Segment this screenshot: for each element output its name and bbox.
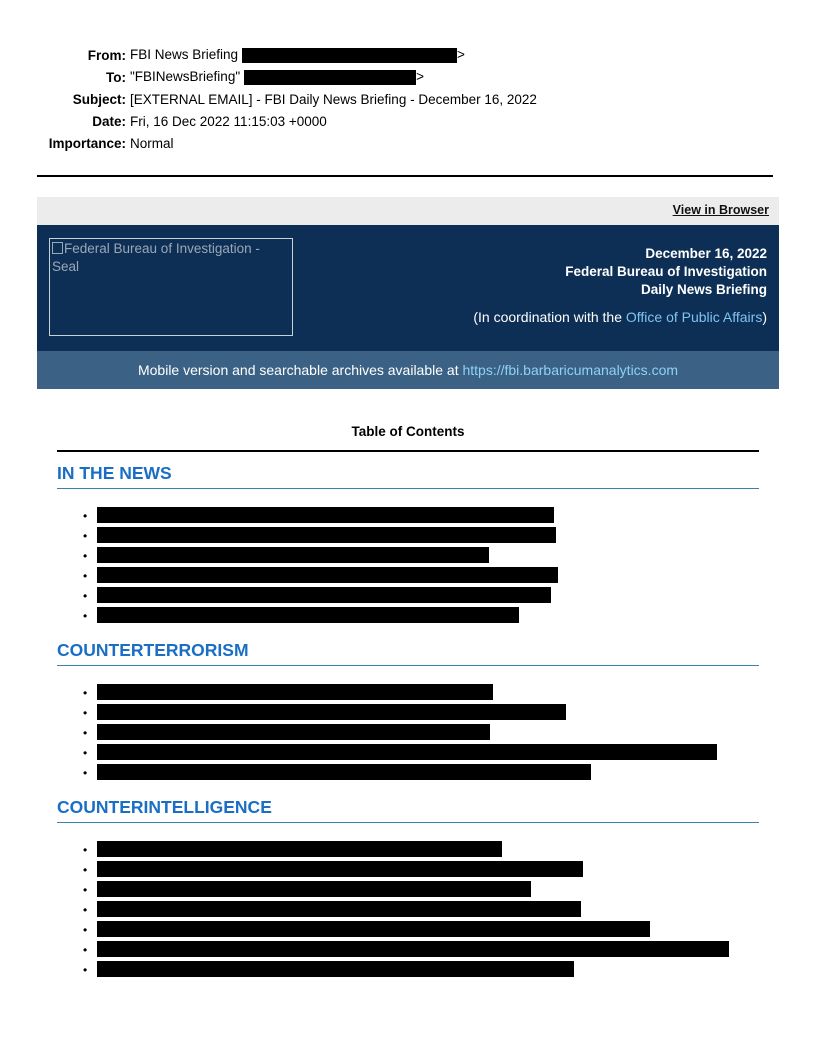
banner-date: December 16, 2022 <box>645 246 767 261</box>
importance-value: Normal <box>130 135 174 151</box>
subject-label: Subject: <box>72 91 126 107</box>
list-item[interactable] <box>57 762 759 782</box>
redaction-block <box>97 841 502 857</box>
bullet-icon: • <box>83 923 88 937</box>
redaction-block <box>97 527 556 543</box>
list-item[interactable] <box>57 682 759 702</box>
section-divider <box>57 488 759 489</box>
bullet-icon: • <box>83 883 88 897</box>
redaction-block <box>97 961 574 977</box>
to-label: To: <box>106 69 126 85</box>
office-public-affairs-link[interactable]: Office of Public Affairs <box>625 309 763 325</box>
bullet-icon: • <box>83 843 88 857</box>
redaction-block <box>97 764 591 780</box>
list-item[interactable] <box>57 959 759 979</box>
bullet-icon: • <box>83 529 88 543</box>
list-item[interactable] <box>57 919 759 939</box>
list-item[interactable] <box>57 742 759 762</box>
broken-image-icon <box>52 242 63 254</box>
bullet-icon: • <box>83 726 88 740</box>
section-item-list <box>57 505 759 625</box>
subject-value: [EXTERNAL EMAIL] - FBI Daily News Briefing - December 16, 2022 <box>130 91 537 107</box>
date-label: Date: <box>92 113 126 129</box>
redaction-block <box>244 70 416 85</box>
bullet-icon: • <box>83 903 88 917</box>
subject-row <box>0 88 816 110</box>
toc-title: Table of Contents <box>351 424 465 439</box>
list-item[interactable] <box>57 939 759 959</box>
redaction-block <box>97 724 490 740</box>
list-item[interactable] <box>57 702 759 722</box>
section-item-list <box>57 682 759 782</box>
banner-title: Daily News Briefing <box>640 282 767 297</box>
bullet-icon: • <box>83 609 88 623</box>
seal-alt-text: Federal Bureau of Investigation - Seal <box>52 241 260 274</box>
bullet-icon: • <box>83 766 88 780</box>
importance-row <box>0 132 816 154</box>
view-browser-bar <box>37 197 779 225</box>
list-item[interactable] <box>57 585 759 605</box>
from-suffix: > <box>457 47 465 63</box>
email-header <box>0 44 816 154</box>
list-item[interactable] <box>57 839 759 859</box>
redaction-block <box>97 941 729 957</box>
list-item[interactable] <box>57 505 759 525</box>
bullet-icon: • <box>83 963 88 977</box>
redaction-block <box>97 921 650 937</box>
mobile-archive-text: Mobile version and searchable archives available at <box>137 362 463 378</box>
bullet-icon: • <box>83 746 88 760</box>
section-title: IN THE NEWS <box>57 463 172 483</box>
section-counterterrorism <box>57 636 759 782</box>
section-divider <box>57 822 759 823</box>
redaction-block <box>97 587 551 603</box>
importance-label: Importance: <box>48 135 126 151</box>
coordination-line: (In coordination with the Office of Public Affairs) <box>473 309 767 325</box>
bullet-icon: • <box>83 943 88 957</box>
list-item[interactable] <box>57 605 759 625</box>
seal-image-placeholder <box>49 238 293 336</box>
toc-divider <box>57 450 759 452</box>
bullet-icon: • <box>83 589 88 603</box>
section-counterintelligence <box>57 793 759 979</box>
redaction-block <box>97 567 558 583</box>
bullet-icon: • <box>83 863 88 877</box>
to-value: "FBINewsBriefing" <box>130 69 241 85</box>
banner-title-block <box>565 245 767 299</box>
archive-link[interactable]: https://fbi.barbaricumanalytics.com <box>462 362 679 378</box>
redaction-block <box>242 48 457 63</box>
redaction-block <box>97 861 583 877</box>
redaction-block <box>97 547 489 563</box>
list-item[interactable] <box>57 525 759 545</box>
section-item-list <box>57 839 759 979</box>
redaction-block <box>97 507 554 523</box>
list-item[interactable] <box>57 859 759 879</box>
bullet-icon: • <box>83 569 88 583</box>
date-value: Fri, 16 Dec 2022 11:15:03 +0000 <box>130 113 327 129</box>
mobile-archive-bar <box>37 351 779 389</box>
section-title: COUNTERTERRORISM <box>57 640 249 660</box>
from-row <box>0 44 816 66</box>
bullet-icon: • <box>83 686 88 700</box>
bullet-icon: • <box>83 509 88 523</box>
redaction-block <box>97 684 493 700</box>
list-item[interactable] <box>57 545 759 565</box>
section-in-the-news <box>57 459 759 625</box>
to-row <box>0 66 816 88</box>
header-divider <box>37 175 773 177</box>
banner-agency: Federal Bureau of Investigation <box>565 264 767 279</box>
bullet-icon: • <box>83 706 88 720</box>
view-in-browser-link[interactable]: View in Browser <box>672 203 769 217</box>
redaction-block <box>97 744 717 760</box>
list-item[interactable] <box>57 722 759 742</box>
bullet-icon: • <box>83 549 88 563</box>
redaction-block <box>97 881 531 897</box>
date-row <box>0 110 816 132</box>
section-divider <box>57 665 759 666</box>
briefing-banner <box>37 225 779 351</box>
list-item[interactable] <box>57 565 759 585</box>
list-item[interactable] <box>57 899 759 919</box>
redaction-block <box>97 901 581 917</box>
section-title: COUNTERINTELLIGENCE <box>57 797 272 817</box>
redaction-block <box>97 607 519 623</box>
from-label: From: <box>87 47 126 63</box>
from-value: FBI News Briefing <box>130 47 239 63</box>
list-item[interactable] <box>57 879 759 899</box>
redaction-block <box>97 704 566 720</box>
to-suffix: > <box>416 69 425 85</box>
